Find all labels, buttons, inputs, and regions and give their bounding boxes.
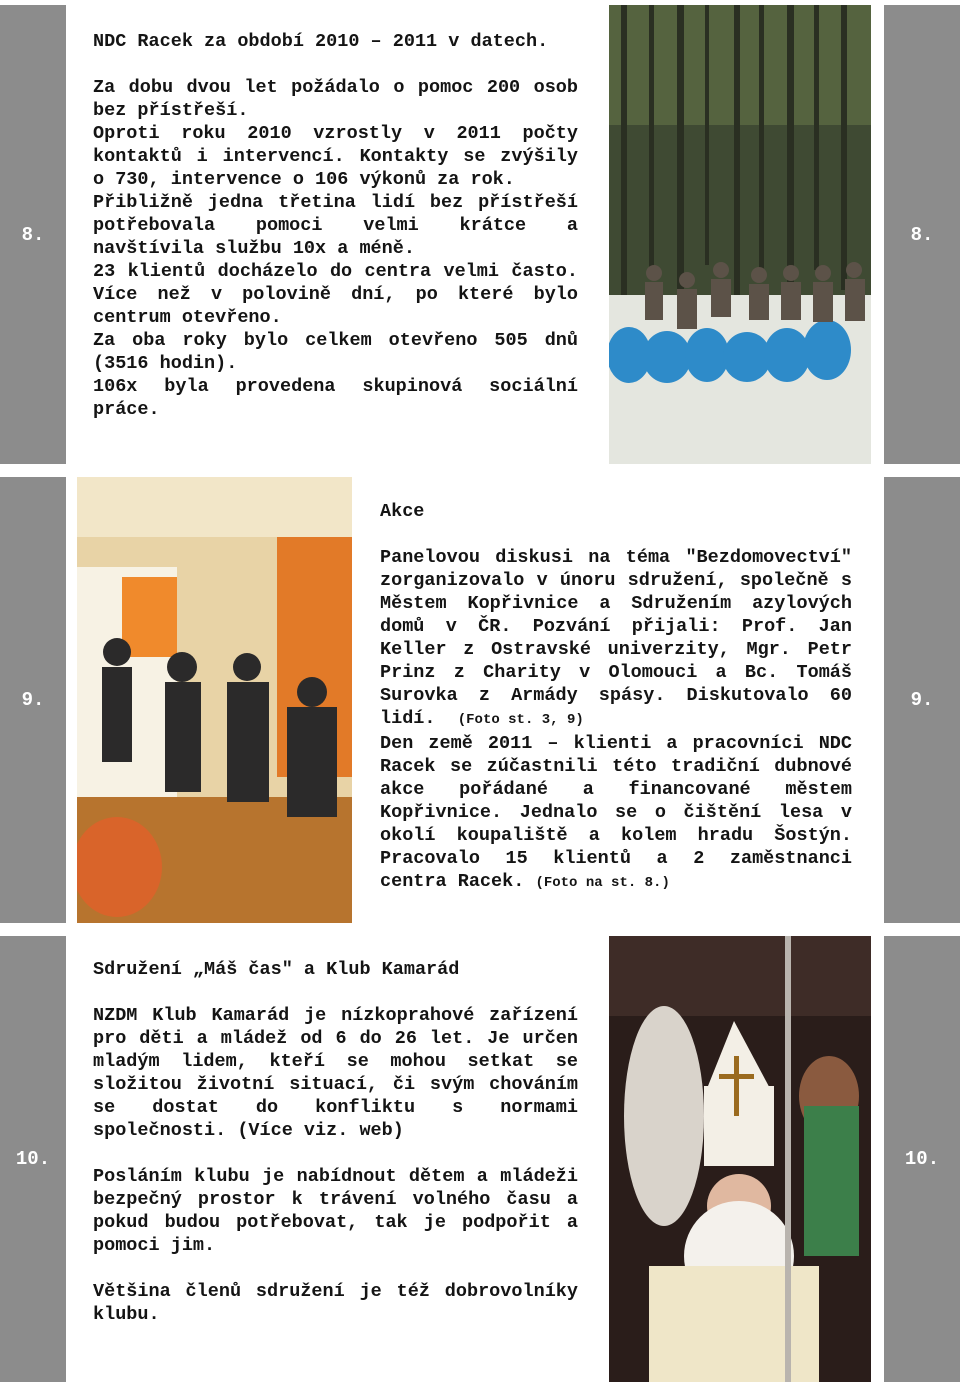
section-8-text [93, 30, 578, 421]
paragraph: 106x byla provedena skupinová sociální práce. [93, 376, 578, 420]
page-number-right-8 [884, 5, 960, 464]
section-heading: NDC Racek za období 2010 – 2011 v datech. [93, 31, 549, 52]
paragraph: NZDM Klub Kamarád je nízkoprahové zařízení pro děti a mládež od 6 do 26 let. Je určen mladým lidem, kteří se mohou setkat se složitou životní situací, či svým chováním se dostat do konfliktu s normami společnosti. (Více viz. web) [93, 1005, 578, 1141]
paragraph: Za oba roky bylo celkem otevřeno 505 dnů (3516 hodin). [93, 330, 578, 374]
page-number-label: 9. [910, 689, 934, 711]
paragraph: Oproti roku 2010 vzrostly v 2011 počty kontaktů i intervencí. Kontakty se zvýšily o 730, intervence o 106 výkonů za rok. [93, 123, 578, 190]
paragraph: Většina členů sdružení je též dobrovolníky klubu. [93, 1281, 578, 1325]
paragraph [380, 546, 852, 732]
paragraph: Za dobu dvou let požádalo o pomoc 200 osob bez přístřeší. [93, 77, 578, 121]
page-number-label: 9. [21, 689, 45, 711]
section-9-text [380, 500, 852, 895]
photo-reference-note: (Foto st. 3, 9) [457, 712, 584, 728]
paragraph: Přibližně jedna třetina lidí bez přístřeší potřebovala pomoci velmi krátce a navštívila službu 10x a méně. [93, 192, 578, 259]
page-number-label: 10. [904, 1148, 940, 1170]
section-heading: Sdružení „Máš čas" a Klub Kamarád [93, 959, 460, 980]
paragraph-text: Den země 2011 – klienti a pracovníci NDC Racek se zúčastnili této tradiční dubnové akce pořádané a financované městem Kopřivnice. Jednalo se o čištění lesa v okolí koupaliště a kolem hradu Šostýn. Pracovalo 15 klientů a 2 zaměstnanci centra Racek. [380, 733, 852, 892]
page-number-label: 10. [15, 1148, 51, 1170]
paragraph: Posláním klubu je nabídnout dětem a mládeži bezpečný prostor k trávení volného času a pokud budou potřebovat, tak je podpořit a pomoci jim. [93, 1166, 578, 1256]
section-heading: Akce [380, 501, 425, 522]
photo-reference-note: (Foto na st. 8.) [535, 875, 670, 891]
page-number-left-9 [0, 477, 66, 923]
page-number-right-10 [884, 936, 960, 1382]
page-number-label: 8. [21, 223, 45, 246]
panel-discussion-photo [77, 477, 352, 923]
saint-nicholas-photo [609, 936, 871, 1382]
page-number-right-9 [884, 477, 960, 923]
page-number-left-10 [0, 936, 66, 1382]
paragraph: 23 klientů docházelo do centra velmi často. Více než v polovině dní, po které bylo centrum otevřeno. [93, 261, 578, 328]
page-number-left-8 [0, 5, 66, 464]
page-number-label: 8. [910, 223, 934, 246]
forest-cleanup-photo [609, 5, 871, 464]
paragraph [380, 732, 852, 895]
section-10-text [93, 958, 578, 1326]
paragraph-text: Panelovou diskusi na téma "Bezdomovectví" zorganizovalo v únoru sdružení, společně s Městem Kopřivnice a Sdružením azylových domů v ČR. Pozvání přijali: Prof. Jan Keller z Ostravské univerzity, Mgr. Petr Prinz z Charity v Olomouci a Bc. Tomáš Surovka z Armády spásy. Diskutovalo 60 lidí. [380, 547, 852, 729]
